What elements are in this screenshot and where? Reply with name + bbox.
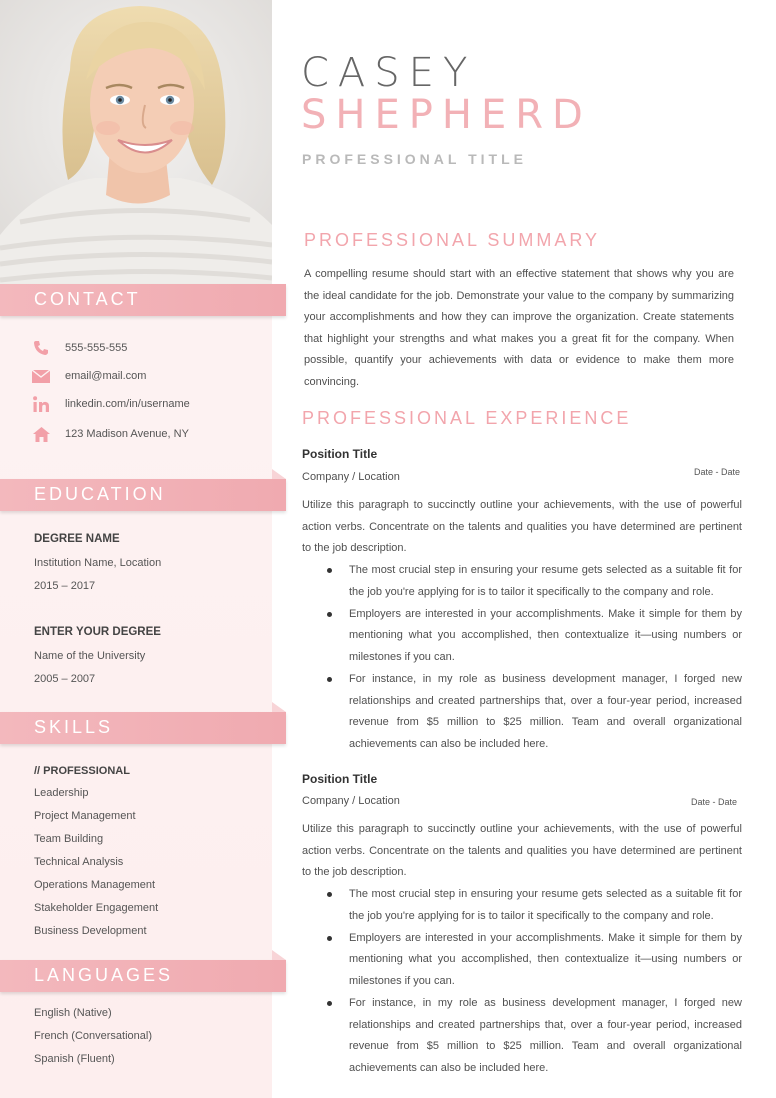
portrait-image (0, 0, 272, 284)
education-heading: EDUCATION (34, 484, 166, 504)
skills-banner (0, 712, 286, 744)
phone-icon (32, 339, 50, 357)
contact-phone (32, 338, 127, 358)
contact-linkedin-text: linkedin.com/in/username (65, 398, 190, 410)
list-item: Employers are interested in your accomplishments. Make it simple for them by mentioning what you accomplished, then contextualize it—using numbers or milestones if you can. (302, 604, 742, 669)
contact-email-text: email@mail.com (65, 370, 147, 382)
list-item: For instance, in my role as business development manager, I forged new relationships and created partnerships that, over a four-year period, increased revenue from $5 million to $25 million. Team and overall organizational achievements can also be included here. (302, 669, 742, 755)
education-years-1: 2015 – 2017 (34, 580, 96, 592)
skills-subheading: // PROFESSIONAL (34, 765, 130, 777)
skills-heading: SKILLS (34, 717, 114, 737)
summary-text: A compelling resume should start with an effective statement that shows why you are the ideal candidate for the job. Demonstrate your value to the company by summarizing your accomplishments and how they can improve the organization. Create statements that highlight your strengths and what makes you a great fit for the company. When possible, quantify your achievements with data or evidence to make them more convincing. (304, 268, 734, 388)
languages-heading: LANGUAGES (34, 965, 174, 985)
skill-item: Project Management (34, 810, 136, 822)
list-item: The most crucial step in ensuring your resume gets selected as a suitable fit for the job you're applying for is to tailor it specifically to the company and role. (302, 560, 742, 603)
job-title: Position Title (302, 772, 378, 786)
home-icon (32, 425, 50, 443)
education-institution-1: Institution Name, Location (34, 557, 162, 569)
languages-banner (0, 960, 286, 992)
job-date: Date - Date (691, 797, 738, 807)
linkedin-icon (32, 395, 50, 413)
contact-address (32, 424, 189, 444)
skill-item: Team Building (34, 833, 104, 845)
contact-heading: CONTACT (34, 289, 141, 309)
list-item: Employers are interested in your accomplishments. Make it simple for them by mentioning what you accomplished, then contextualize it—using numbers or milestones if you can. (302, 928, 742, 993)
last-name: SHEPHERD (301, 92, 592, 138)
list-item: For instance, in my role as business development manager, I forged new relationships and created partnerships that, over a four-year period, increased revenue from $5 million to $25 million. Team and overall organizational achievements can also be included here. (302, 993, 742, 1079)
list-item: The most crucial step in ensuring your resume gets selected as a suitable fit for the job you're applying for is to tailor it specifically to the company and role. (302, 884, 742, 927)
experience-heading: PROFESSIONAL EXPERIENCE (302, 408, 632, 428)
first-name: CASEY (301, 50, 477, 96)
skill-item: Leadership (34, 787, 89, 799)
summary-heading: PROFESSIONAL SUMMARY (304, 230, 601, 250)
skill-item: Business Development (34, 925, 147, 937)
email-icon (32, 367, 50, 385)
skill-item: Operations Management (34, 879, 156, 891)
profile-photo (0, 0, 272, 284)
contact-phone-text: 555-555-555 (65, 342, 128, 354)
job-description: Utilize this paragraph to succinctly outline your achievements, with the use of powerful action verbs. Concentrate on the talents and qualities you have determined are pertinent to the job description. (302, 499, 742, 555)
job-company: Company / Location (302, 795, 400, 807)
job-bullets (302, 560, 742, 756)
education-degree-2: ENTER YOUR DEGREE (34, 626, 161, 638)
job-title: Position Title (302, 447, 378, 461)
job-description: Utilize this paragraph to succinctly outline your achievements, with the use of powerful action verbs. Concentrate on the talents and qualities you have determined are pertinent to the job description. (302, 823, 742, 879)
education-banner (0, 479, 286, 511)
job-company: Company / Location (302, 471, 400, 483)
language-item: English (Native) (34, 1007, 112, 1019)
contact-linkedin (32, 394, 190, 414)
skill-item: Stakeholder Engagement (34, 902, 159, 914)
language-item: French (Conversational) (34, 1030, 152, 1042)
contact-email (32, 366, 146, 386)
job-bullets (302, 884, 742, 1080)
job-date: Date - Date (694, 467, 741, 477)
education-years-2: 2005 – 2007 (34, 673, 96, 685)
education-degree-1: DEGREE NAME (34, 533, 120, 545)
contact-address-text: 123 Madison Avenue, NY (65, 428, 189, 440)
education-institution-2: Name of the University (34, 650, 146, 662)
contact-banner (0, 284, 286, 316)
professional-title: PROFESSIONAL TITLE (302, 151, 527, 167)
language-item: Spanish (Fluent) (34, 1053, 115, 1065)
skill-item: Technical Analysis (34, 856, 124, 868)
